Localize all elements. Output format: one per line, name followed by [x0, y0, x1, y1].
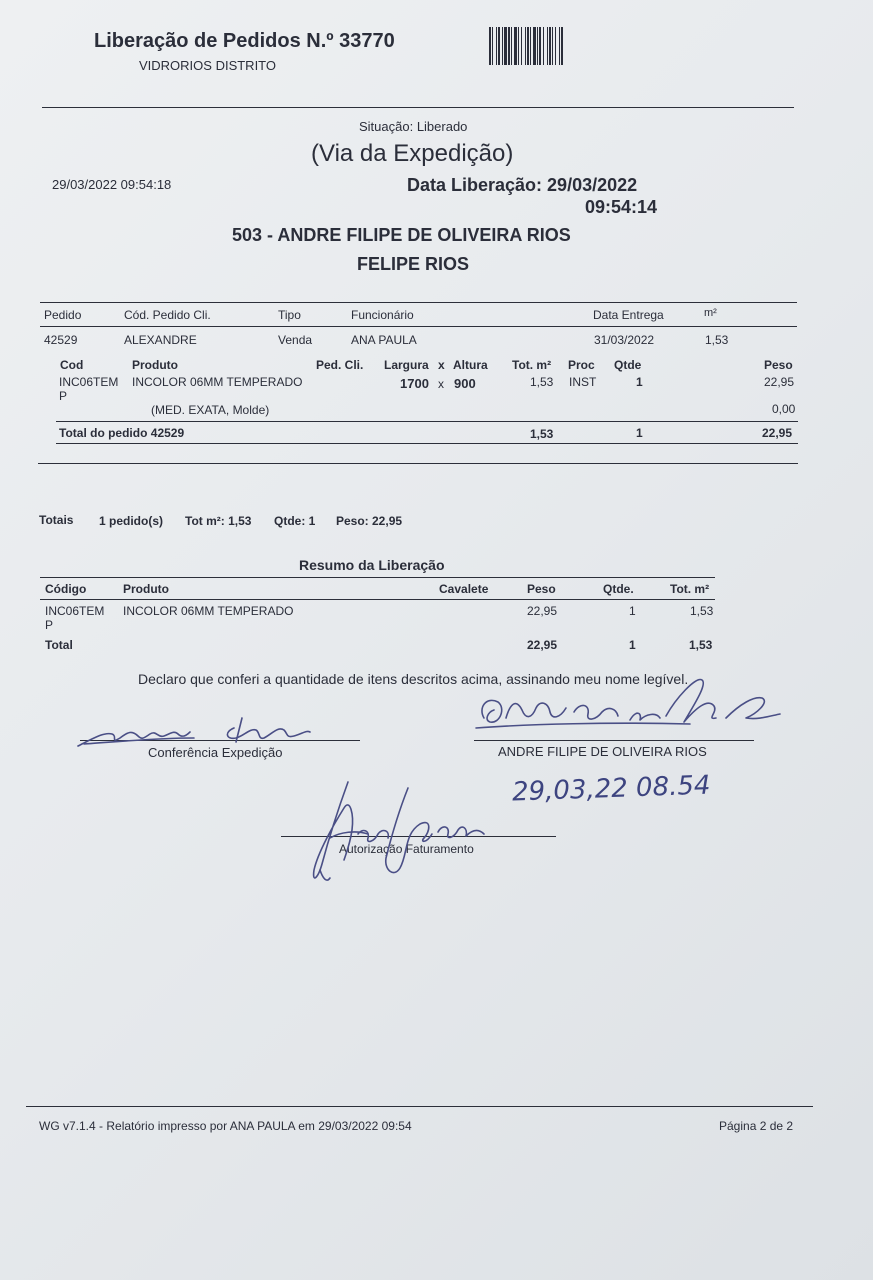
item-tot-m2: 1,53 [530, 375, 554, 389]
order-data-entrega: 31/03/2022 [594, 333, 655, 347]
summary-tot-m2: 1,53 [690, 604, 714, 618]
summary-col-codigo: Código [45, 582, 87, 596]
summary-header-line [40, 599, 715, 600]
item-col-cod: Cod [60, 358, 84, 372]
summary-col-produto: Produto [123, 582, 169, 596]
summary-codigo-line1: INC06TEM [45, 604, 105, 618]
client-signature [470, 668, 790, 743]
conferencia-signature [74, 708, 334, 752]
declaration-text: Declaro que conferi a quantidade de itens descritos acima, assinando meu nome legível. [138, 671, 689, 687]
client-name: 503 - ANDRE FILIPE DE OLIVEIRA RIOS [232, 225, 571, 245]
summary-col-tot-m2: Tot. m² [670, 582, 710, 596]
order-m2: 1,53 [705, 333, 729, 347]
autorizacao-label: Autorização Faturamento [339, 842, 474, 856]
col-funcionario: Funcionário [351, 308, 414, 322]
footer-report-info: WG v7.1.4 - Relatório impresso por ANA PAULA em 29/03/2022 09:54 [39, 1119, 412, 1133]
order-total-peso: 22,95 [762, 426, 793, 440]
item-col-peso: Peso [764, 358, 793, 372]
summary-top-line [40, 577, 715, 578]
header-divider [42, 107, 794, 108]
order-section-divider [38, 463, 798, 464]
order-cod-cli: ALEXANDRE [124, 333, 197, 347]
summary-total-tot-m2: 1,53 [689, 638, 713, 652]
item-col-x: x [438, 358, 445, 372]
print-datetime: 29/03/2022 09:54:18 [52, 177, 172, 192]
summary-title: Resumo da Liberação [299, 557, 445, 573]
totals-pedidos: 1 pedido(s) [99, 514, 164, 528]
copy-label: (Via da Expedição) [311, 140, 514, 167]
order-funcionario: ANA PAULA [351, 333, 417, 347]
summary-peso: 22,95 [527, 604, 558, 618]
summary-col-peso: Peso [527, 582, 556, 596]
order-total-top-line [56, 421, 798, 422]
item-produto: INCOLOR 06MM TEMPERADO [132, 375, 303, 389]
status-label: Situação: Liberado [359, 119, 468, 134]
col-tipo: Tipo [278, 308, 301, 322]
item-col-qtde: Qtde [614, 358, 642, 372]
summary-produto: INCOLOR 06MM TEMPERADO [123, 604, 294, 618]
totals-tot-m2: Tot m²: 1,53 [185, 514, 252, 528]
totals-peso: Peso: 22,95 [336, 514, 403, 528]
conferencia-label: Conferência Expedição [148, 745, 283, 760]
order-total-label: Total do pedido 42529 [59, 426, 185, 440]
item-altura: 900 [454, 376, 476, 391]
order-total-qtde: 1 [636, 426, 643, 440]
totals-label: Totais [39, 513, 74, 527]
summary-codigo-line2: P [45, 618, 54, 632]
item-col-altura: Altura [453, 358, 488, 372]
summary-col-qtde: Qtde. [603, 582, 634, 596]
item-cod-line2: P [59, 389, 68, 403]
totals-qtde: Qtde: 1 [274, 514, 316, 528]
item-largura: 1700 [400, 376, 429, 391]
order-header-line [40, 326, 797, 327]
item-proc: INST [569, 375, 597, 389]
col-cod-pedido-cli: Cód. Pedido Cli. [124, 308, 211, 322]
release-time: 09:54:14 [585, 197, 658, 217]
order-total-bottom-line [56, 443, 798, 444]
company-name: VIDRORIOS DISTRITO [139, 58, 276, 73]
footer-page-number: Página 2 de 2 [719, 1119, 794, 1133]
order-pedido: 42529 [44, 333, 78, 347]
client-nickname: FELIPE RIOS [357, 254, 470, 274]
item-col-largura: Largura [384, 358, 429, 372]
summary-qtde: 1 [629, 604, 636, 618]
item-note: (MED. EXATA, Molde) [151, 403, 270, 417]
autorizacao-signature [300, 774, 510, 889]
order-tipo: Venda [278, 333, 313, 347]
footer-divider [26, 1106, 813, 1107]
summary-col-cavalete: Cavalete [439, 582, 489, 596]
client-signature-name: ANDRE FILIPE DE OLIVEIRA RIOS [498, 744, 707, 759]
item-col-tot-m2: Tot. m² [512, 358, 552, 372]
release-date: Data Liberação: 29/03/2022 [407, 175, 638, 195]
barcode [488, 27, 620, 65]
summary-total-qtde: 1 [629, 638, 636, 652]
order-total-m2: 1,53 [530, 427, 554, 441]
item-peso: 22,95 [764, 375, 795, 389]
item-col-produto: Produto [132, 358, 178, 372]
order-table-top-line [40, 302, 797, 303]
item-col-proc: Proc [568, 358, 595, 372]
document-title: Liberação de Pedidos N.º 33770 [94, 30, 395, 52]
item-qtde: 1 [636, 375, 643, 389]
item-x: x [438, 377, 444, 391]
item-col-ped-cli: Ped. Cli. [316, 358, 364, 372]
summary-total-peso: 22,95 [527, 638, 558, 652]
col-data-entrega: Data Entrega [593, 308, 664, 322]
col-pedido: Pedido [44, 308, 82, 322]
item-note-peso: 0,00 [772, 402, 796, 416]
summary-total-label: Total [45, 638, 73, 652]
item-cod-line1: INC06TEM [59, 375, 119, 389]
col-m2: m² [704, 307, 717, 319]
handwritten-date: 29,03,22 08.54 [511, 770, 711, 808]
